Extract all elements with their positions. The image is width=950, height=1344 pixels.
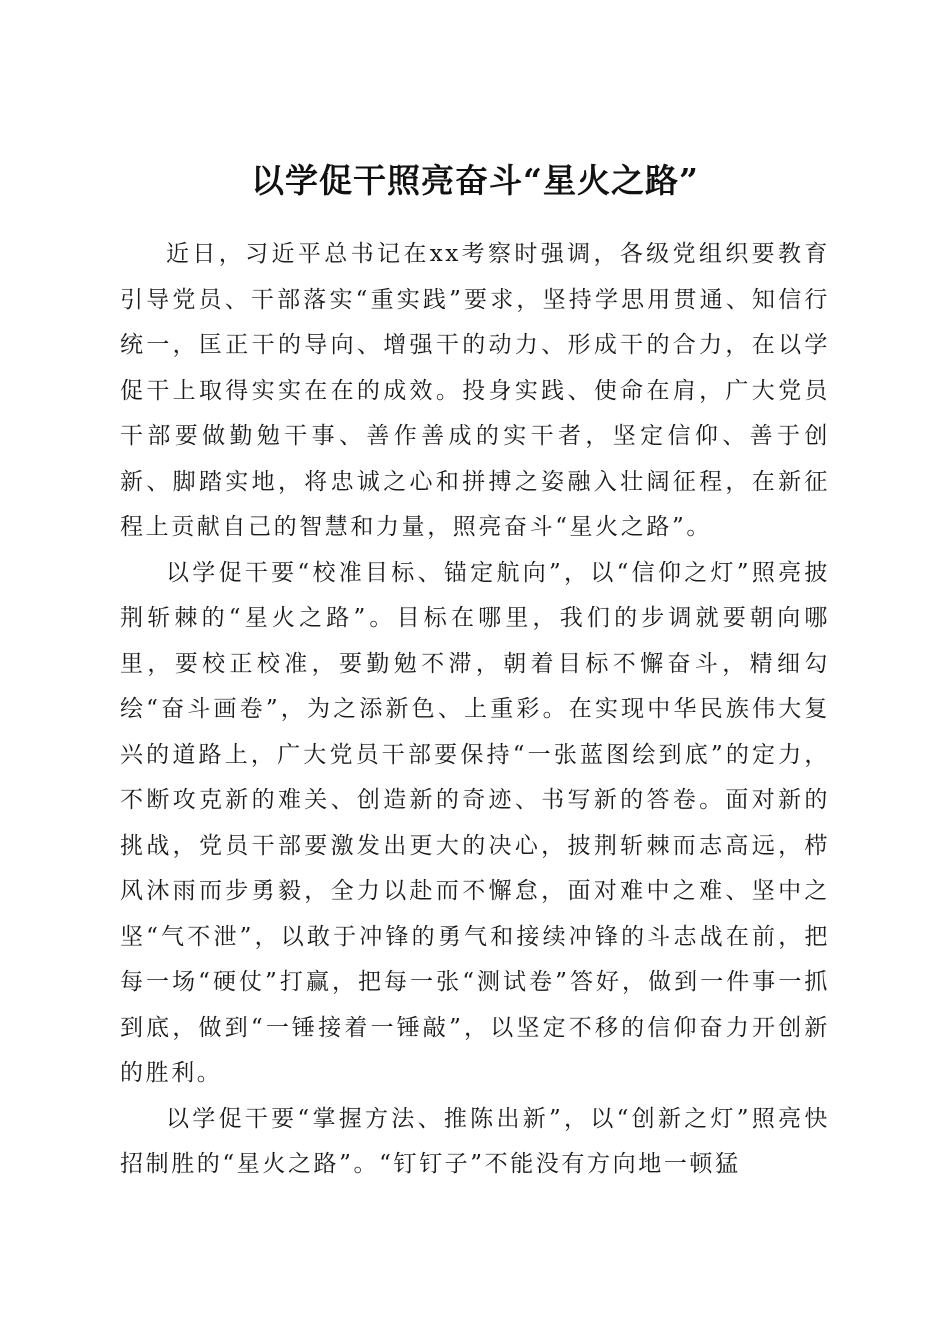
document-body: [120, 232, 830, 1188]
paragraph-1: 近日，习近平总书记在xx考察时强调，各级党组织要教育引导党员、干部落实“重实践”要求，坚持学思用贯通、知信行统一，匡正干的导向、增强干的动力、形成干的合力，在以学促干上取得实实在在的成效。投身实践、使命在肩，广大党员干部要做勤勉干事、善作善成的实干者，坚定信仰、善于创新、脚踏实地，将忠诚之心和拼搏之姿融入壮阔征程，在新征程上贡献自己的智慧和力量，照亮奋斗“星火之路”。: [120, 241, 830, 540]
page-title: 以学促干照亮奋斗“星火之路”: [251, 161, 699, 201]
paragraph-2: 以学促干要“校准目标、锚定航向”，以“信仰之灯”照亮披荆斩棘的“星火之路”。目标在哪里，我们的步调就要朝向哪里，要校正校准，要勤勉不滞，朝着目标不懈奋斗，精细勾绘“奋斗画卷”，为之添新色、上重彩。在实现中华民族伟大复兴的道路上，广大党员干部要保持“一张蓝图绘到底”的定力，不断攻克新的难关、创造新的奇迹、书写新的答卷。面对新的挑战，党员干部要激发出更大的决心，披荆斩棘而志高远，栉风沐雨而步勇毅，全力以赴而不懈怠，面对难中之难、坚中之坚“气不泄”，以敢于冲锋的勇气和接续冲锋的斗志战在前，把每一场“硬仗”打赢，把每一张“测试卷”答好，做到一件事一抓到底，做到“一锤接着一锤敲”，以坚定不移的信仰奋力开创新的胜利。: [120, 559, 830, 1086]
paragraph-3: 以学促干要“掌握方法、推陈出新”，以“创新之灯”照亮快招制胜的“星火之路”。“钉钉子”不能没有方向地一顿猛: [120, 1105, 830, 1177]
